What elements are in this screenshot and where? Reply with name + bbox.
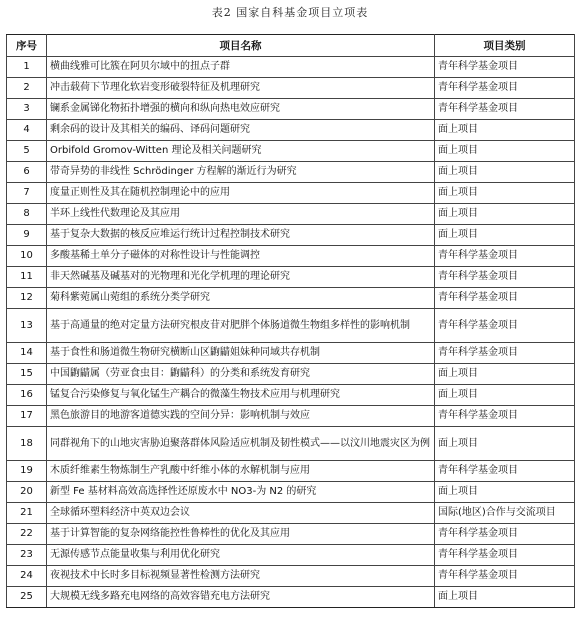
row-project-name: 中国鼩鼱属（劳亚食虫目：鼩鼱科）的分类和系统发育研究 <box>47 364 435 385</box>
row-project-name: Orbifold Gromov-Witten 理论及相关问题研究 <box>47 141 435 162</box>
row-index: 20 <box>7 482 47 503</box>
row-project-category: 面上项目 <box>435 482 575 503</box>
row-project-category: 青年科学基金项目 <box>435 461 575 482</box>
row-project-name: 无源传感节点能量收集与利用优化研究 <box>47 545 435 566</box>
table-row <box>7 461 575 482</box>
table-row <box>7 427 575 461</box>
header-project-category: 项目类别 <box>435 35 575 57</box>
row-project-name: 木质纤维素生物炼制生产乳酸中纤维小体的水解机制与应用 <box>47 461 435 482</box>
row-project-category: 面上项目 <box>435 225 575 246</box>
row-project-name: 剩余码的设计及其相关的编码、译码问题研究 <box>47 120 435 141</box>
row-project-name: 度量正则性及其在随机控制理论中的应用 <box>47 183 435 204</box>
table-row <box>7 545 575 566</box>
row-project-name: 带奇异势的非线性 Schrödinger 方程解的渐近行为研究 <box>47 162 435 183</box>
table-row <box>7 267 575 288</box>
row-project-name: 大规模无线多路充电网络的高效容错充电方法研究 <box>47 587 435 608</box>
table-row <box>7 309 575 343</box>
table-row <box>7 288 575 309</box>
row-project-category: 青年科学基金项目 <box>435 57 575 78</box>
row-index: 21 <box>7 503 47 524</box>
table-row <box>7 120 575 141</box>
row-index: 25 <box>7 587 47 608</box>
header-project-name: 项目名称 <box>47 35 435 57</box>
row-project-category: 青年科学基金项目 <box>435 246 575 267</box>
row-index: 13 <box>7 309 47 343</box>
row-index: 15 <box>7 364 47 385</box>
row-index: 17 <box>7 406 47 427</box>
table-row <box>7 141 575 162</box>
row-project-category: 面上项目 <box>435 162 575 183</box>
row-project-category: 面上项目 <box>435 364 575 385</box>
row-project-category: 青年科学基金项目 <box>435 99 575 120</box>
row-project-category: 面上项目 <box>435 204 575 225</box>
row-project-name: 菊科紫菀属山菀组的系统分类学研究 <box>47 288 435 309</box>
row-index: 19 <box>7 461 47 482</box>
row-index: 9 <box>7 225 47 246</box>
row-index: 6 <box>7 162 47 183</box>
table-row <box>7 183 575 204</box>
row-project-name: 新型 Fe 基材料高效高选择性还原废水中 NO3-为 N2 的研究 <box>47 482 435 503</box>
table-row <box>7 406 575 427</box>
row-project-category: 青年科学基金项目 <box>435 566 575 587</box>
row-project-category: 青年科学基金项目 <box>435 78 575 99</box>
row-project-category: 青年科学基金项目 <box>435 309 575 343</box>
row-project-name: 全球循环塑料经济中英双边会议 <box>47 503 435 524</box>
row-project-name: 镧系金属锑化物拓扑增强的横向和纵向热电效应研究 <box>47 99 435 120</box>
table-caption: 表2 国家自科基金项目立项表 <box>211 6 369 19</box>
row-index: 7 <box>7 183 47 204</box>
row-project-category: 面上项目 <box>435 120 575 141</box>
row-index: 10 <box>7 246 47 267</box>
row-project-name: 夜视技术中长时多目标视频显著性检测方法研究 <box>47 566 435 587</box>
row-index: 14 <box>7 343 47 364</box>
row-project-name: 基于复杂大数据的核反应堆运行统计过程控制技术研究 <box>47 225 435 246</box>
row-index: 2 <box>7 78 47 99</box>
table-row <box>7 385 575 406</box>
row-project-category: 青年科学基金项目 <box>435 288 575 309</box>
row-project-category: 青年科学基金项目 <box>435 524 575 545</box>
row-index: 22 <box>7 524 47 545</box>
row-project-category: 面上项目 <box>435 427 575 461</box>
row-index: 12 <box>7 288 47 309</box>
row-project-name: 基于计算智能的复杂网络能控性鲁棒性的优化及其应用 <box>47 524 435 545</box>
row-project-category: 青年科学基金项目 <box>435 343 575 364</box>
table-row <box>7 343 575 364</box>
row-project-name: 基于食性和肠道微生物研究横断山区鼩鼱姐妹种同域共存机制 <box>47 343 435 364</box>
row-index: 3 <box>7 99 47 120</box>
table-row <box>7 99 575 120</box>
table-row <box>7 225 575 246</box>
table-row <box>7 587 575 608</box>
row-project-category: 面上项目 <box>435 385 575 406</box>
row-project-name: 横曲线雅可比簇在阿贝尔域中的扭点子群 <box>47 57 435 78</box>
table-row <box>7 57 575 78</box>
table-row <box>7 503 575 524</box>
table-row <box>7 364 575 385</box>
row-index: 8 <box>7 204 47 225</box>
table-row <box>7 482 575 503</box>
row-project-name: 半环上线性代数理论及其应用 <box>47 204 435 225</box>
table-row <box>7 162 575 183</box>
table-row <box>7 524 575 545</box>
row-project-category: 青年科学基金项目 <box>435 545 575 566</box>
row-index: 24 <box>7 566 47 587</box>
row-project-name: 锰复合污染修复与氧化锰生产耦合的微藻生物技术应用与机理研究 <box>47 385 435 406</box>
table-row <box>7 78 575 99</box>
project-table <box>6 34 575 608</box>
row-project-name: 黑色旅游目的地游客道德实践的空间分异：影响机制与效应 <box>47 406 435 427</box>
row-index: 16 <box>7 385 47 406</box>
row-project-name: 同群视角下的山地灾害胁迫聚落群体风险适应机制及韧性模式——以汶川地震灾区为例 <box>47 427 435 461</box>
row-index: 11 <box>7 267 47 288</box>
row-project-name: 非天然碱基及碱基对的光物理和光化学机理的理论研究 <box>47 267 435 288</box>
row-project-category: 国际(地区)合作与交流项目 <box>435 503 575 524</box>
table-row <box>7 566 575 587</box>
row-project-category: 面上项目 <box>435 141 575 162</box>
row-index: 23 <box>7 545 47 566</box>
row-project-category: 面上项目 <box>435 183 575 204</box>
table-row <box>7 246 575 267</box>
header-index: 序号 <box>7 35 47 57</box>
table-row <box>7 204 575 225</box>
row-project-name: 基于高通量的绝对定量方法研究根皮苷对肥胖个体肠道微生物组多样性的影响机制 <box>47 309 435 343</box>
row-project-name: 多酸基稀土单分子磁体的对称性设计与性能调控 <box>47 246 435 267</box>
row-project-category: 青年科学基金项目 <box>435 267 575 288</box>
row-index: 18 <box>7 427 47 461</box>
row-project-category: 面上项目 <box>435 587 575 608</box>
row-project-name: 冲击载荷下节理化软岩变形破裂特征及机理研究 <box>47 78 435 99</box>
table-header-row <box>7 35 575 57</box>
row-project-category: 青年科学基金项目 <box>435 406 575 427</box>
row-index: 5 <box>7 141 47 162</box>
row-index: 4 <box>7 120 47 141</box>
row-index: 1 <box>7 57 47 78</box>
